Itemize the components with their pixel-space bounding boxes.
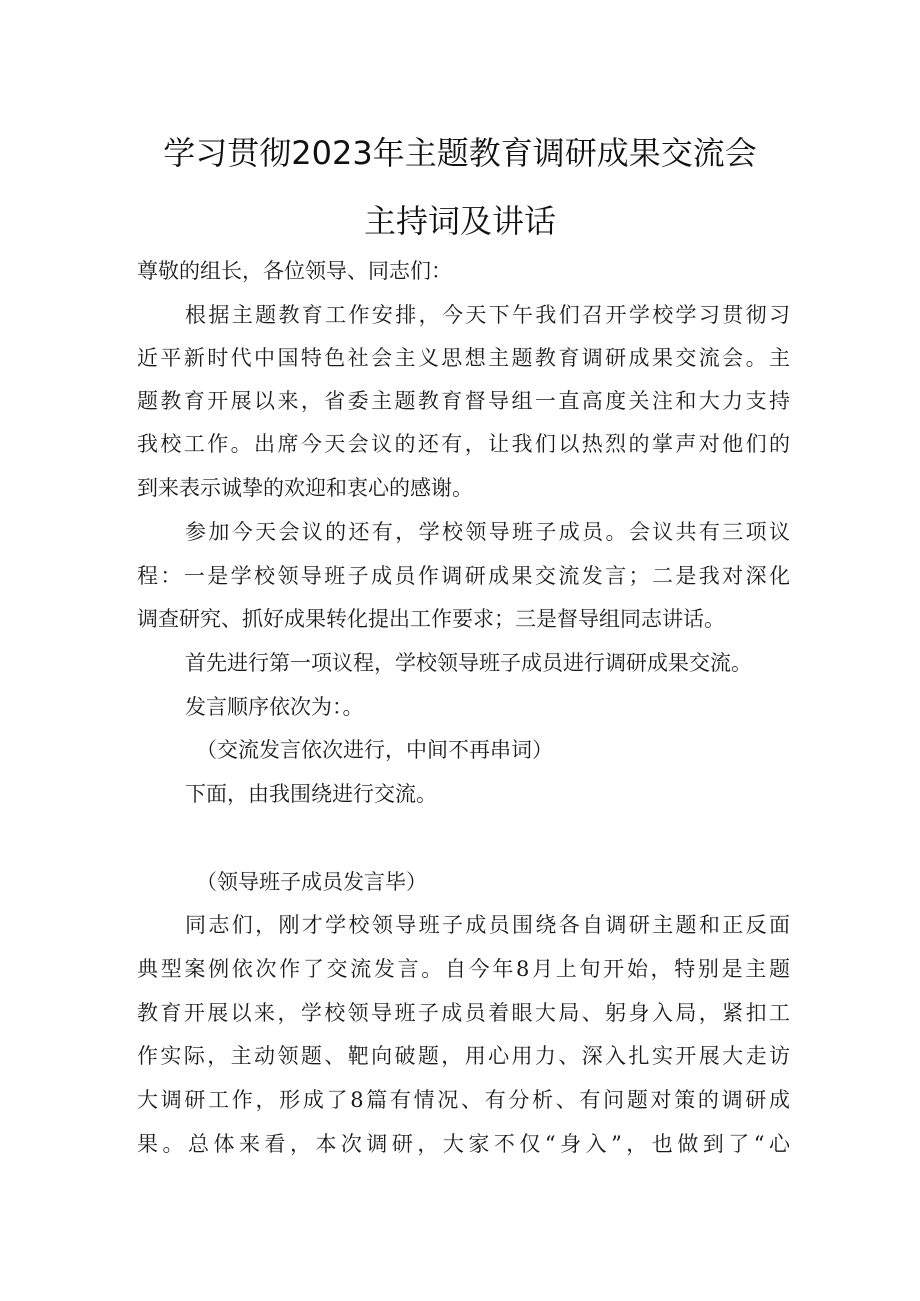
salutation: 尊敬的组长，各位领导、同志们： xyxy=(137,259,452,283)
paragraph-line: 发言顺序依次为：。 xyxy=(185,695,364,719)
stage-direction: （领导班子成员发言毕） xyxy=(196,870,427,894)
paragraph-line: 教育开展以来，学校领导班子成员着眼大局、躬身入局，紧扣工 xyxy=(137,1001,790,1025)
paragraph-line: 题教育开展以来，省委主题教育督导组一直高度关注和大力支持 xyxy=(137,389,790,413)
paragraph-line: 调查研究、抓好成果转化提出工作要求；三是督导组同志讲话。 xyxy=(137,607,725,631)
stage-direction: （交流发言依次进行，中间不再串词） xyxy=(196,738,553,762)
paragraph-line: 近平新时代中国特色社会主义思想主题教育调研成果交流会。主 xyxy=(137,346,790,370)
paragraph-line: 果。总体来看，本次调研，大家不仅“身入”，也做到了“心 xyxy=(137,1132,790,1156)
paragraph-line: 我校工作。出席今天会议的还有，让我们以热烈的掌声对他们的 xyxy=(137,432,790,456)
paragraph-line: 首先进行第一项议程，学校领导班子成员进行调研成果交流。 xyxy=(185,651,752,675)
paragraph-line: 作实际，主动领题、靶向破题，用心用力、深入扎实开展大走访 xyxy=(137,1044,790,1068)
paragraph-line: 大调研工作，形成了8篇有情况、有分析、有问题对策的调研成 xyxy=(137,1088,790,1112)
paragraph-line: 到来表示诚挚的欢迎和衷心的感谢。 xyxy=(137,476,473,500)
paragraph-line: 参加今天会议的还有，学校领导班子成员。会议共有三项议 xyxy=(185,520,790,544)
paragraph-line: 典型案例依次作了交流发言。自今年8月上旬开始，特别是主题 xyxy=(137,957,790,981)
paragraph-line: 下面，由我围绕进行交流。 xyxy=(185,782,437,806)
document-title-line-1: 学习贯彻2023年主题教育调研成果交流会 xyxy=(163,134,757,172)
document-title-line-2: 主持词及讲话 xyxy=(363,202,556,240)
paragraph-line: 同志们，刚才学校领导班子成员围绕各自调研主题和正反面 xyxy=(185,913,790,937)
paragraph-line: 根据主题教育工作安排，今天下午我们召开学校学习贯彻习 xyxy=(185,303,790,327)
paragraph-line: 程：一是学校领导班子成员作调研成果交流发言；二是我对深化 xyxy=(137,564,790,588)
